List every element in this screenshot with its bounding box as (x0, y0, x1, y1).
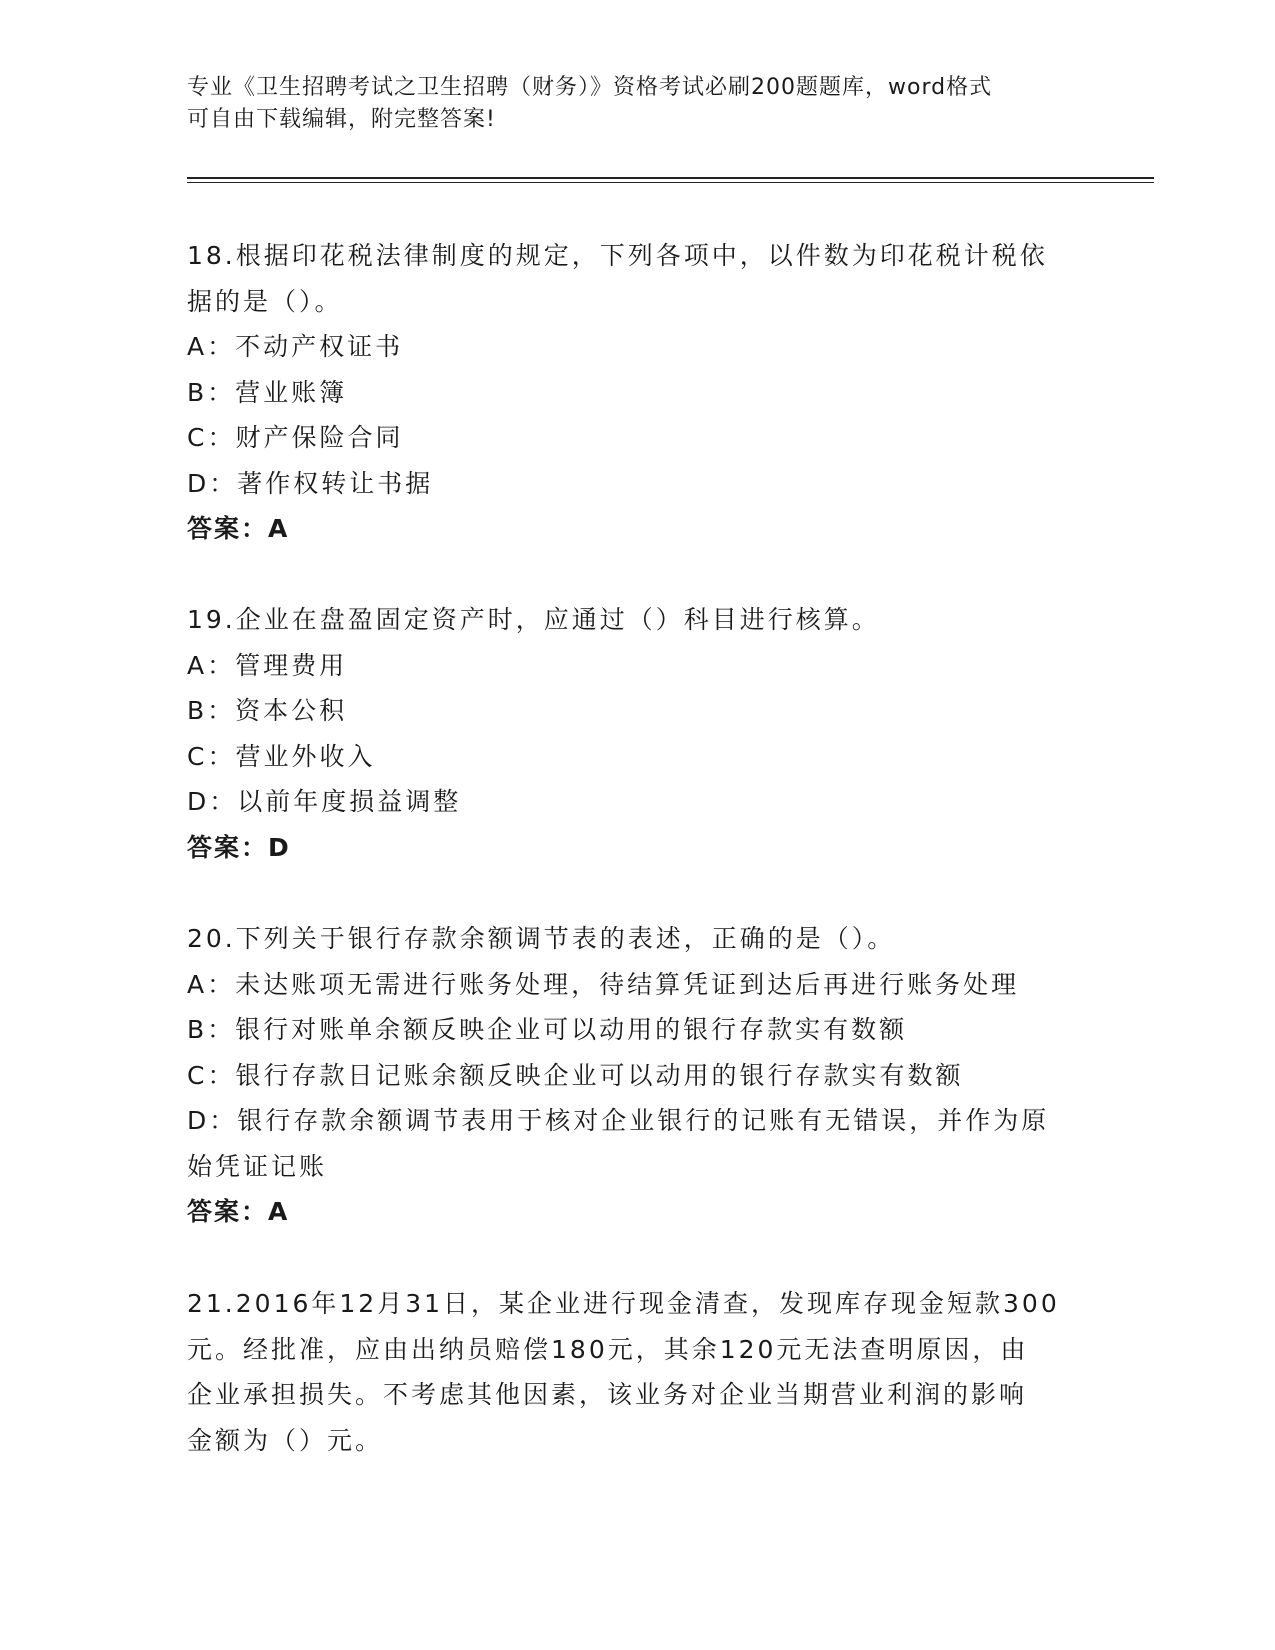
question-19 (187, 597, 1087, 870)
question-stem-line: 金额为（）元。 (187, 1425, 384, 1455)
option-a: A：不动产权证书 (187, 332, 404, 361)
question-18 (187, 233, 1087, 552)
option-a: A：未达账项无需进行账务处理，待结算凭证到达后再进行账务处理 (187, 969, 1020, 999)
header-line-2: 可自由下载编辑，附完整答案! (187, 107, 496, 132)
option-a: A：管理费用 (187, 650, 348, 680)
document-header (187, 72, 1067, 136)
option-b: B：营业账簿 (187, 377, 348, 407)
option-b: B：资本公积 (187, 696, 348, 725)
header-line-1: 专业《卫生招聘考试之卫生招聘（财务）》资格考试必刷200题题库，word格式 (187, 75, 993, 100)
option-c: C：财产保险合同 (187, 423, 404, 452)
question-20 (187, 916, 1087, 1235)
question-stem-line: 18.根据印花税法律制度的规定，下列各项中，以件数为印花税计税依 (187, 241, 1048, 270)
option-d-continued: 始凭证记账 (187, 1151, 328, 1181)
question-stem-line: 21.2016年12月31日，某企业进行现金清查，发现库存现金短款300 (187, 1289, 1060, 1318)
header-divider-thin (187, 182, 1154, 183)
question-stem-line: 据的是（）。 (187, 286, 343, 316)
question-stem-line: 元。经批准，应由出纳员赔偿180元，其余120元无法查明原因，由 (187, 1334, 1029, 1364)
question-stem-line: 企业承担损失。不考虑其他因素，该业务对企业当期营业利润的影响 (187, 1380, 1028, 1409)
option-c: C：银行存款日记账余额反映企业可以动用的银行存款实有数额 (187, 1060, 964, 1090)
option-c: C：营业外收入 (187, 741, 376, 771)
option-d: D：以前年度损益调整 (187, 787, 462, 816)
answer-line: 答案：A (187, 1197, 290, 1226)
option-d: D：著作权转让书据 (187, 468, 434, 498)
question-stem-line: 19.企业在盘盈固定资产时，应通过（）科目进行核算。 (187, 605, 880, 634)
answer-line: 答案：A (187, 514, 290, 543)
option-b: B：银行对账单余额反映企业可以动用的银行存款实有数额 (187, 1015, 908, 1044)
question-21 (187, 1281, 1087, 1463)
answer-line: 答案：D (187, 832, 291, 862)
option-d: D：银行存款余额调节表用于核对企业银行的记账有无错误，并作为原 (187, 1106, 1050, 1135)
question-stem-line: 20.下列关于银行存款余额调节表的表述，正确的是（）。 (187, 924, 896, 953)
header-divider-thick (187, 177, 1154, 179)
